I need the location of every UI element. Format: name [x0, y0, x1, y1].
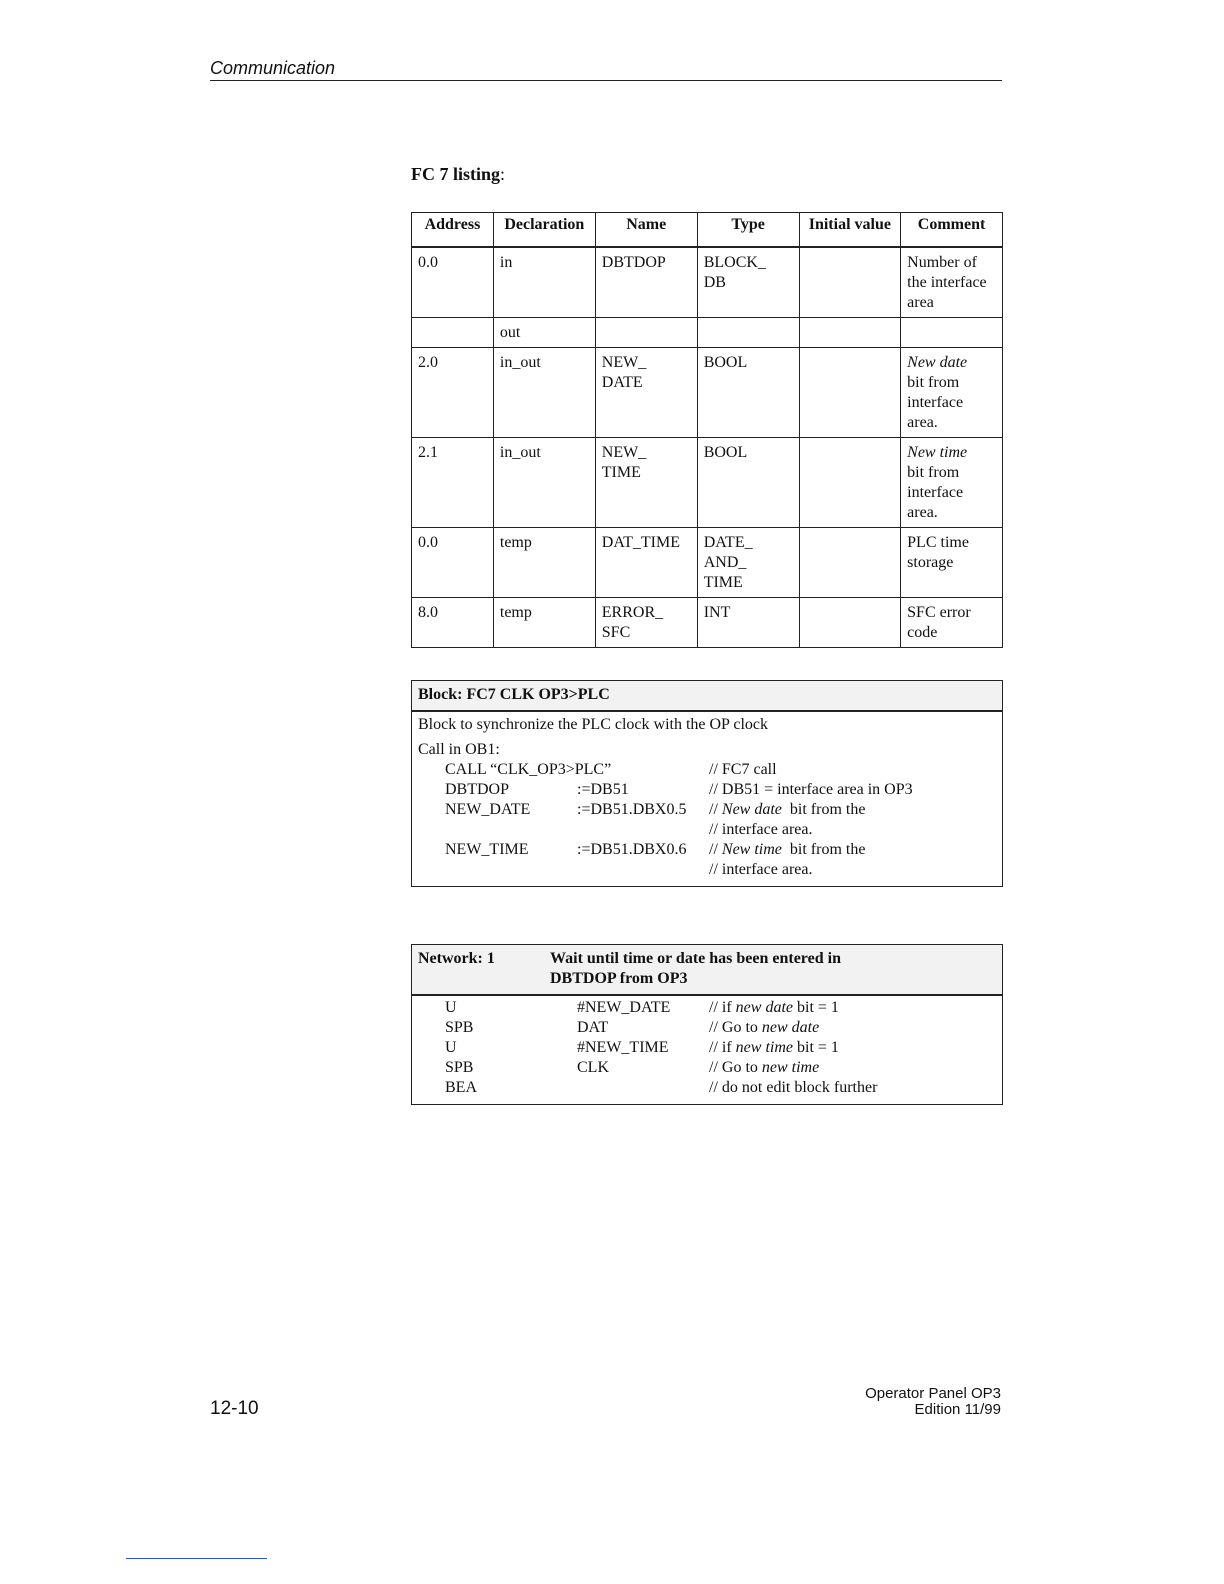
comment-italic: new date	[761, 1019, 820, 1036]
declaration-table	[411, 212, 1003, 648]
code-comment	[709, 820, 996, 840]
code-operand	[418, 860, 577, 880]
declaration-table-body	[412, 247, 1003, 648]
table-row	[412, 528, 1003, 598]
comment-pre: // if	[709, 1039, 736, 1056]
code-comment: // FC7 call	[709, 761, 777, 778]
cell-type: BOOL	[697, 438, 799, 528]
comment-pre: //	[709, 841, 722, 858]
cell-comment	[901, 247, 1003, 318]
comment-pre: // if	[709, 999, 736, 1016]
block-box	[411, 680, 1003, 887]
cell-initial	[799, 438, 901, 528]
section-title: Communication	[210, 58, 336, 78]
code-comment	[709, 1038, 996, 1058]
comment-italic: New time	[721, 841, 782, 858]
table-header-row	[412, 213, 1003, 248]
cell-name: NEW_ DATE	[595, 348, 697, 438]
code-line	[418, 840, 996, 860]
running-header	[210, 58, 1002, 81]
code-operand: NEW_TIME	[445, 841, 529, 858]
comment-lead: New date	[907, 354, 968, 371]
call-label: Call in OB1:	[418, 741, 500, 758]
code-operand: U	[445, 999, 457, 1016]
code-comment	[709, 1018, 996, 1038]
cell-initial	[799, 247, 901, 318]
footer-product: Operator Panel OP3	[865, 1385, 1001, 1402]
cell-initial	[799, 598, 901, 648]
code-operand: U	[445, 1039, 457, 1056]
table-row	[412, 598, 1003, 648]
cell-comment	[901, 598, 1003, 648]
network-title	[550, 949, 996, 989]
code-comment	[709, 780, 996, 800]
comment-text: Number of the interface area	[907, 254, 987, 311]
code-argument	[577, 1078, 709, 1098]
code-argument	[577, 820, 709, 840]
comment-pre: // DB51 = interface area in OP3	[709, 781, 913, 798]
cell-address: 0.0	[412, 528, 494, 598]
comment-pre: // interface area.	[709, 821, 813, 838]
comment-text: bit from interface area.	[907, 464, 964, 521]
footer-product-info	[780, 1386, 1001, 1418]
table-row	[412, 247, 1003, 318]
footer-edition: Edition 11/99	[914, 1401, 1001, 1418]
block-description: Block to synchronize the PLC clock with the OP clock	[418, 716, 769, 733]
code-line	[418, 760, 996, 780]
network-title-line2: DBTDOP from OP3	[550, 970, 688, 987]
code-line	[418, 1058, 996, 1078]
bottom-rule	[126, 1558, 267, 1559]
code-argument: :=DB51	[577, 781, 629, 798]
col-header-address: Address	[412, 213, 494, 248]
code-line	[418, 1038, 996, 1058]
cell-initial	[799, 318, 901, 348]
block-code-lines	[418, 780, 996, 880]
col-header-declaration: Declaration	[493, 213, 595, 248]
cell-address: 8.0	[412, 598, 494, 648]
code-comment	[709, 840, 996, 860]
listing-title-colon: :	[500, 164, 506, 184]
code-operand: DBTDOP	[445, 781, 510, 798]
comment-text: PLC time storage	[907, 534, 969, 571]
listing-title	[411, 164, 505, 185]
cell-type: DATE_ AND_ TIME	[697, 528, 799, 598]
code-argument: #NEW_DATE	[577, 999, 671, 1016]
comment-italic: new date	[735, 999, 793, 1016]
block-body	[412, 712, 1002, 886]
comment-post: bit from the	[781, 841, 866, 858]
code-comment	[709, 1078, 996, 1098]
code-operand: SPB	[445, 1059, 474, 1076]
comment-post: bit from the	[781, 801, 866, 818]
listing-title-text: FC 7 listing	[411, 164, 501, 184]
code-line	[418, 860, 996, 880]
cell-comment	[901, 348, 1003, 438]
comment-text: SFC error code	[907, 604, 971, 641]
code-argument: CLK	[577, 1059, 609, 1076]
cell-address: 2.1	[412, 438, 494, 528]
code-line	[418, 1078, 996, 1098]
cell-type: INT	[697, 598, 799, 648]
code-operand: BEA	[445, 1079, 477, 1096]
cell-declaration: in_out	[493, 348, 595, 438]
cell-name: NEW_ TIME	[595, 438, 697, 528]
cell-comment	[901, 528, 1003, 598]
col-header-initial-value: Initial value	[799, 213, 901, 248]
comment-italic: new time	[735, 1039, 793, 1056]
cell-name: ERROR_ SFC	[595, 598, 697, 648]
comment-italic: new time	[761, 1059, 820, 1076]
network-header	[412, 945, 1002, 996]
cell-type: BOOL	[697, 348, 799, 438]
cell-comment	[901, 318, 1003, 348]
code-argument: :=DB51.DBX0.6	[577, 841, 687, 858]
cell-address: 0.0	[412, 247, 494, 318]
comment-pre: // Go to	[709, 1059, 762, 1076]
cell-initial	[799, 528, 901, 598]
page-number: 12-10	[210, 1398, 259, 1419]
cell-declaration: temp	[493, 598, 595, 648]
code-operand: SPB	[445, 1019, 474, 1036]
cell-declaration: temp	[493, 528, 595, 598]
code-argument: DAT	[577, 1019, 609, 1036]
comment-pre: //	[709, 801, 722, 818]
network-box	[411, 944, 1003, 1105]
code-argument: :=DB51.DBX0.5	[577, 801, 687, 818]
cell-initial	[799, 348, 901, 438]
cell-type	[697, 318, 799, 348]
cell-address: 2.0	[412, 348, 494, 438]
code-line	[418, 800, 996, 820]
comment-italic: New date	[721, 801, 782, 818]
code-operand: NEW_DATE	[445, 801, 531, 818]
comment-lead: New time	[907, 444, 968, 461]
cell-type: BLOCK_ DB	[697, 247, 799, 318]
table-row	[412, 438, 1003, 528]
code-comment	[709, 1058, 996, 1078]
col-header-comment: Comment	[901, 213, 1003, 248]
cell-declaration: in_out	[493, 438, 595, 528]
code-instruction: CALL “CLK_OP3>PLC”	[445, 761, 612, 778]
code-line	[418, 780, 996, 800]
cell-comment	[901, 438, 1003, 528]
comment-text: bit from interface area.	[907, 374, 964, 431]
col-header-name: Name	[595, 213, 697, 248]
cell-address	[412, 318, 494, 348]
code-argument	[577, 860, 709, 880]
network-code-lines	[412, 996, 1002, 1104]
code-comment	[709, 998, 996, 1018]
comment-post: bit = 1	[793, 999, 839, 1016]
cell-name: DAT_TIME	[595, 528, 697, 598]
network-title-line1: Wait until time or date has been entered in	[550, 950, 841, 967]
block-title: Block: FC7 CLK OP3>PLC	[412, 681, 1002, 712]
code-line	[418, 998, 996, 1018]
code-argument: #NEW_TIME	[577, 1039, 669, 1056]
table-row	[412, 318, 1003, 348]
code-line	[418, 820, 996, 840]
code-operand	[418, 820, 577, 840]
cell-name: DBTDOP	[595, 247, 697, 318]
comment-pre: // do not edit block further	[709, 1079, 878, 1096]
cell-declaration: in	[493, 247, 595, 318]
network-label: Network: 1	[418, 950, 495, 967]
table-row	[412, 348, 1003, 438]
comment-post: bit = 1	[793, 1039, 839, 1056]
cell-name	[595, 318, 697, 348]
code-line	[418, 1018, 996, 1038]
code-comment	[709, 860, 996, 880]
code-comment	[709, 800, 996, 820]
comment-pre: // interface area.	[709, 861, 813, 878]
cell-declaration: out	[493, 318, 595, 348]
comment-pre: // Go to	[709, 1019, 762, 1036]
col-header-type: Type	[697, 213, 799, 248]
